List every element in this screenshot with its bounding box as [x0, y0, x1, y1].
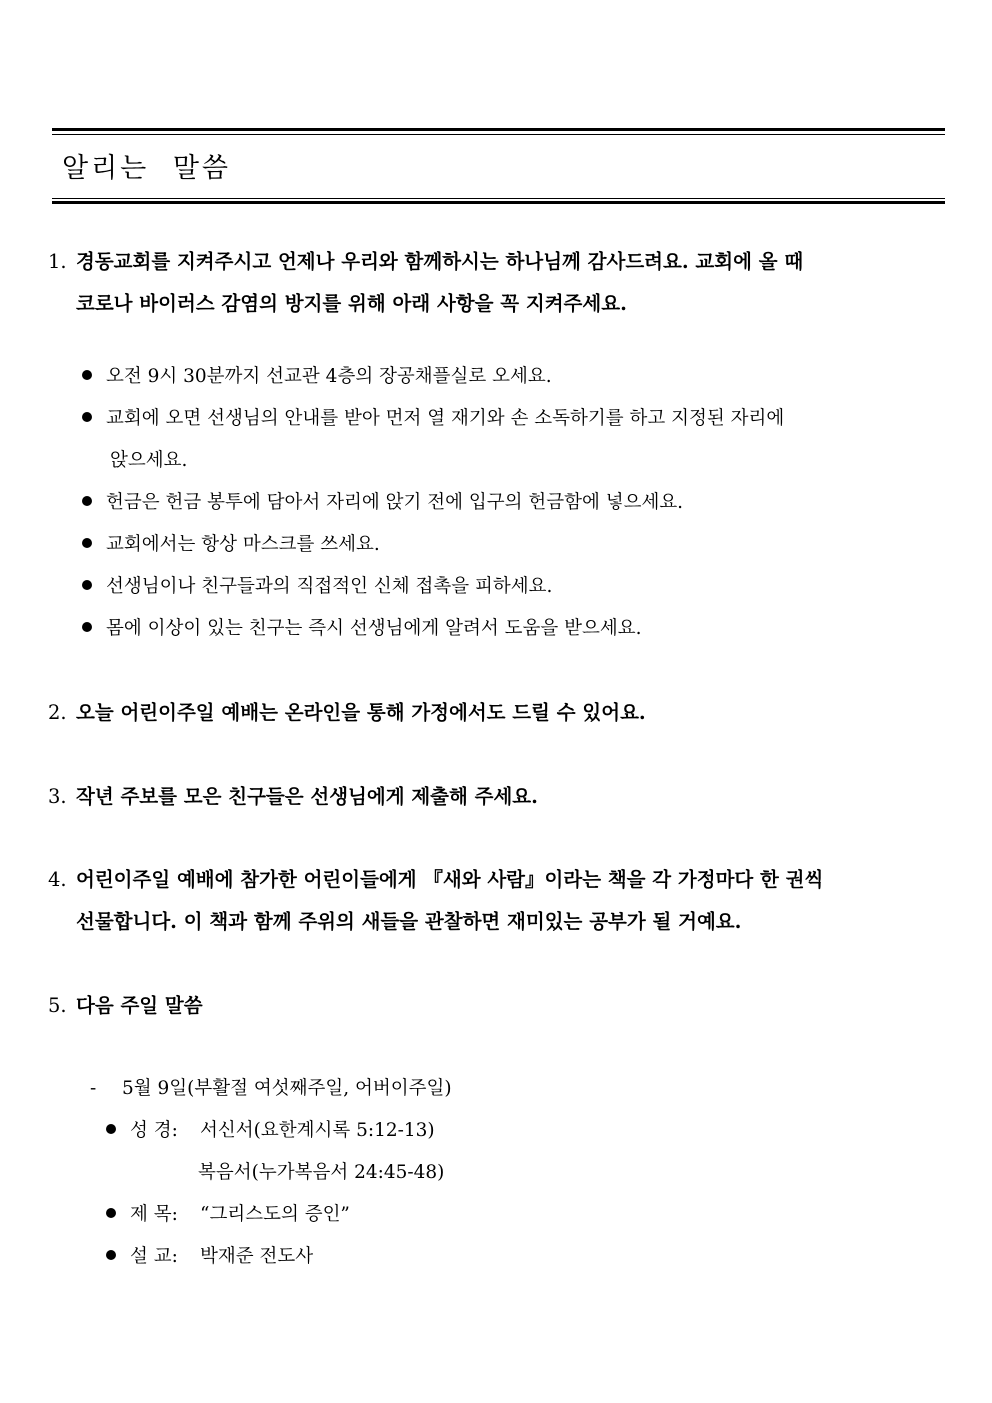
item-2: [48, 697, 646, 725]
bullet-item: 교회에 오면 선생님의 안내를 받아 먼저 열 재기와 손 소독하기를 하고 지정된 자리에: [82, 404, 784, 430]
bullet-item: 헌금은 헌금 봉투에 담아서 자리에 앉기 전에 입구의 헌금함에 넣으세요.: [82, 488, 683, 514]
bullet-dot-icon: [82, 412, 92, 422]
item-number: 1.: [48, 250, 67, 273]
item-4: [48, 864, 823, 892]
item-4-continued: 선물합니다. 이 책과 함께 주위의 새들을 관찰하면 재미있는 공부가 될 거예요.: [76, 910, 742, 933]
sermon-title: “그리스도의 증인”: [200, 1204, 350, 1225]
preacher-label: 설 교:: [130, 1246, 178, 1267]
item-5: [48, 990, 203, 1018]
item-number: 3.: [48, 785, 67, 808]
bullet-dot-icon: [82, 496, 92, 506]
item-text: 오늘 어린이주일 예배는 온라인을 통해 가정에서도 드릴 수 있어요.: [76, 701, 646, 724]
bullet-item: 교회에서는 항상 마스크를 쓰세요.: [82, 530, 380, 556]
preacher-name: 박재준 전도사: [200, 1246, 314, 1267]
item-1-continued: 코로나 바이러스 감염의 방지를 위해 아래 사항을 꼭 지켜주세요.: [76, 292, 627, 315]
top-rule-thin: [52, 134, 945, 135]
bullet-dot-icon: [82, 538, 92, 548]
bullet-item: 몸에 이상이 있는 친구는 즉시 선생님에게 알려서 도움을 받으세요.: [82, 614, 641, 640]
scripture-label: 성 경:: [130, 1120, 178, 1141]
next-week-date: - 5월 9일(부활절 여섯째주일, 어버이주일): [90, 1078, 452, 1099]
item-text: 다음 주일 말씀: [76, 994, 203, 1017]
scripture-1: 서신서(요한계시록 5:12-13): [200, 1120, 435, 1141]
item-3: [48, 781, 538, 809]
bullet-item-continued: 앉으세요.: [110, 450, 188, 471]
title-row: [106, 1200, 350, 1226]
top-rule-thick: [52, 128, 945, 131]
scripture-row: [106, 1116, 435, 1142]
item-number: 2.: [48, 701, 67, 724]
bullet-dot-icon: [106, 1124, 116, 1134]
scripture-2: 복음서(누가복음서 24:45-48): [198, 1162, 445, 1183]
page-title: 알리는 말씀: [62, 153, 231, 184]
preacher-row: [106, 1242, 313, 1268]
dash-mark: -: [90, 1078, 97, 1099]
item-text: 경동교회를 지켜주시고 언제나 우리와 함께하시는 하나님께 감사드려요. 교회에 올 때: [76, 250, 804, 273]
item-number: 5.: [48, 994, 67, 1017]
bullet-dot-icon: [82, 580, 92, 590]
item-text: 작년 주보를 모은 친구들은 선생님에게 제출해 주세요.: [76, 785, 538, 808]
bullet-dot-icon: [106, 1250, 116, 1260]
bullet-item: 오전 9시 30분까지 선교관 4층의 장공채플실로 오세요.: [82, 362, 552, 388]
bottom-rule-thin: [52, 198, 945, 199]
bullet-dot-icon: [82, 370, 92, 380]
item-number: 4.: [48, 868, 67, 891]
bullet-dot-icon: [82, 622, 92, 632]
bullet-item: 선생님이나 친구들과의 직접적인 신체 접촉을 피하세요.: [82, 572, 552, 598]
bullet-dot-icon: [106, 1208, 116, 1218]
item-1: [48, 246, 803, 274]
bottom-rule-thick: [52, 201, 945, 204]
item-text: 어린이주일 예배에 참가한 어린이들에게 『새와 사람』이라는 책을 각 가정마다 한 권씩: [76, 868, 824, 891]
title-label: 제 목:: [130, 1204, 178, 1225]
